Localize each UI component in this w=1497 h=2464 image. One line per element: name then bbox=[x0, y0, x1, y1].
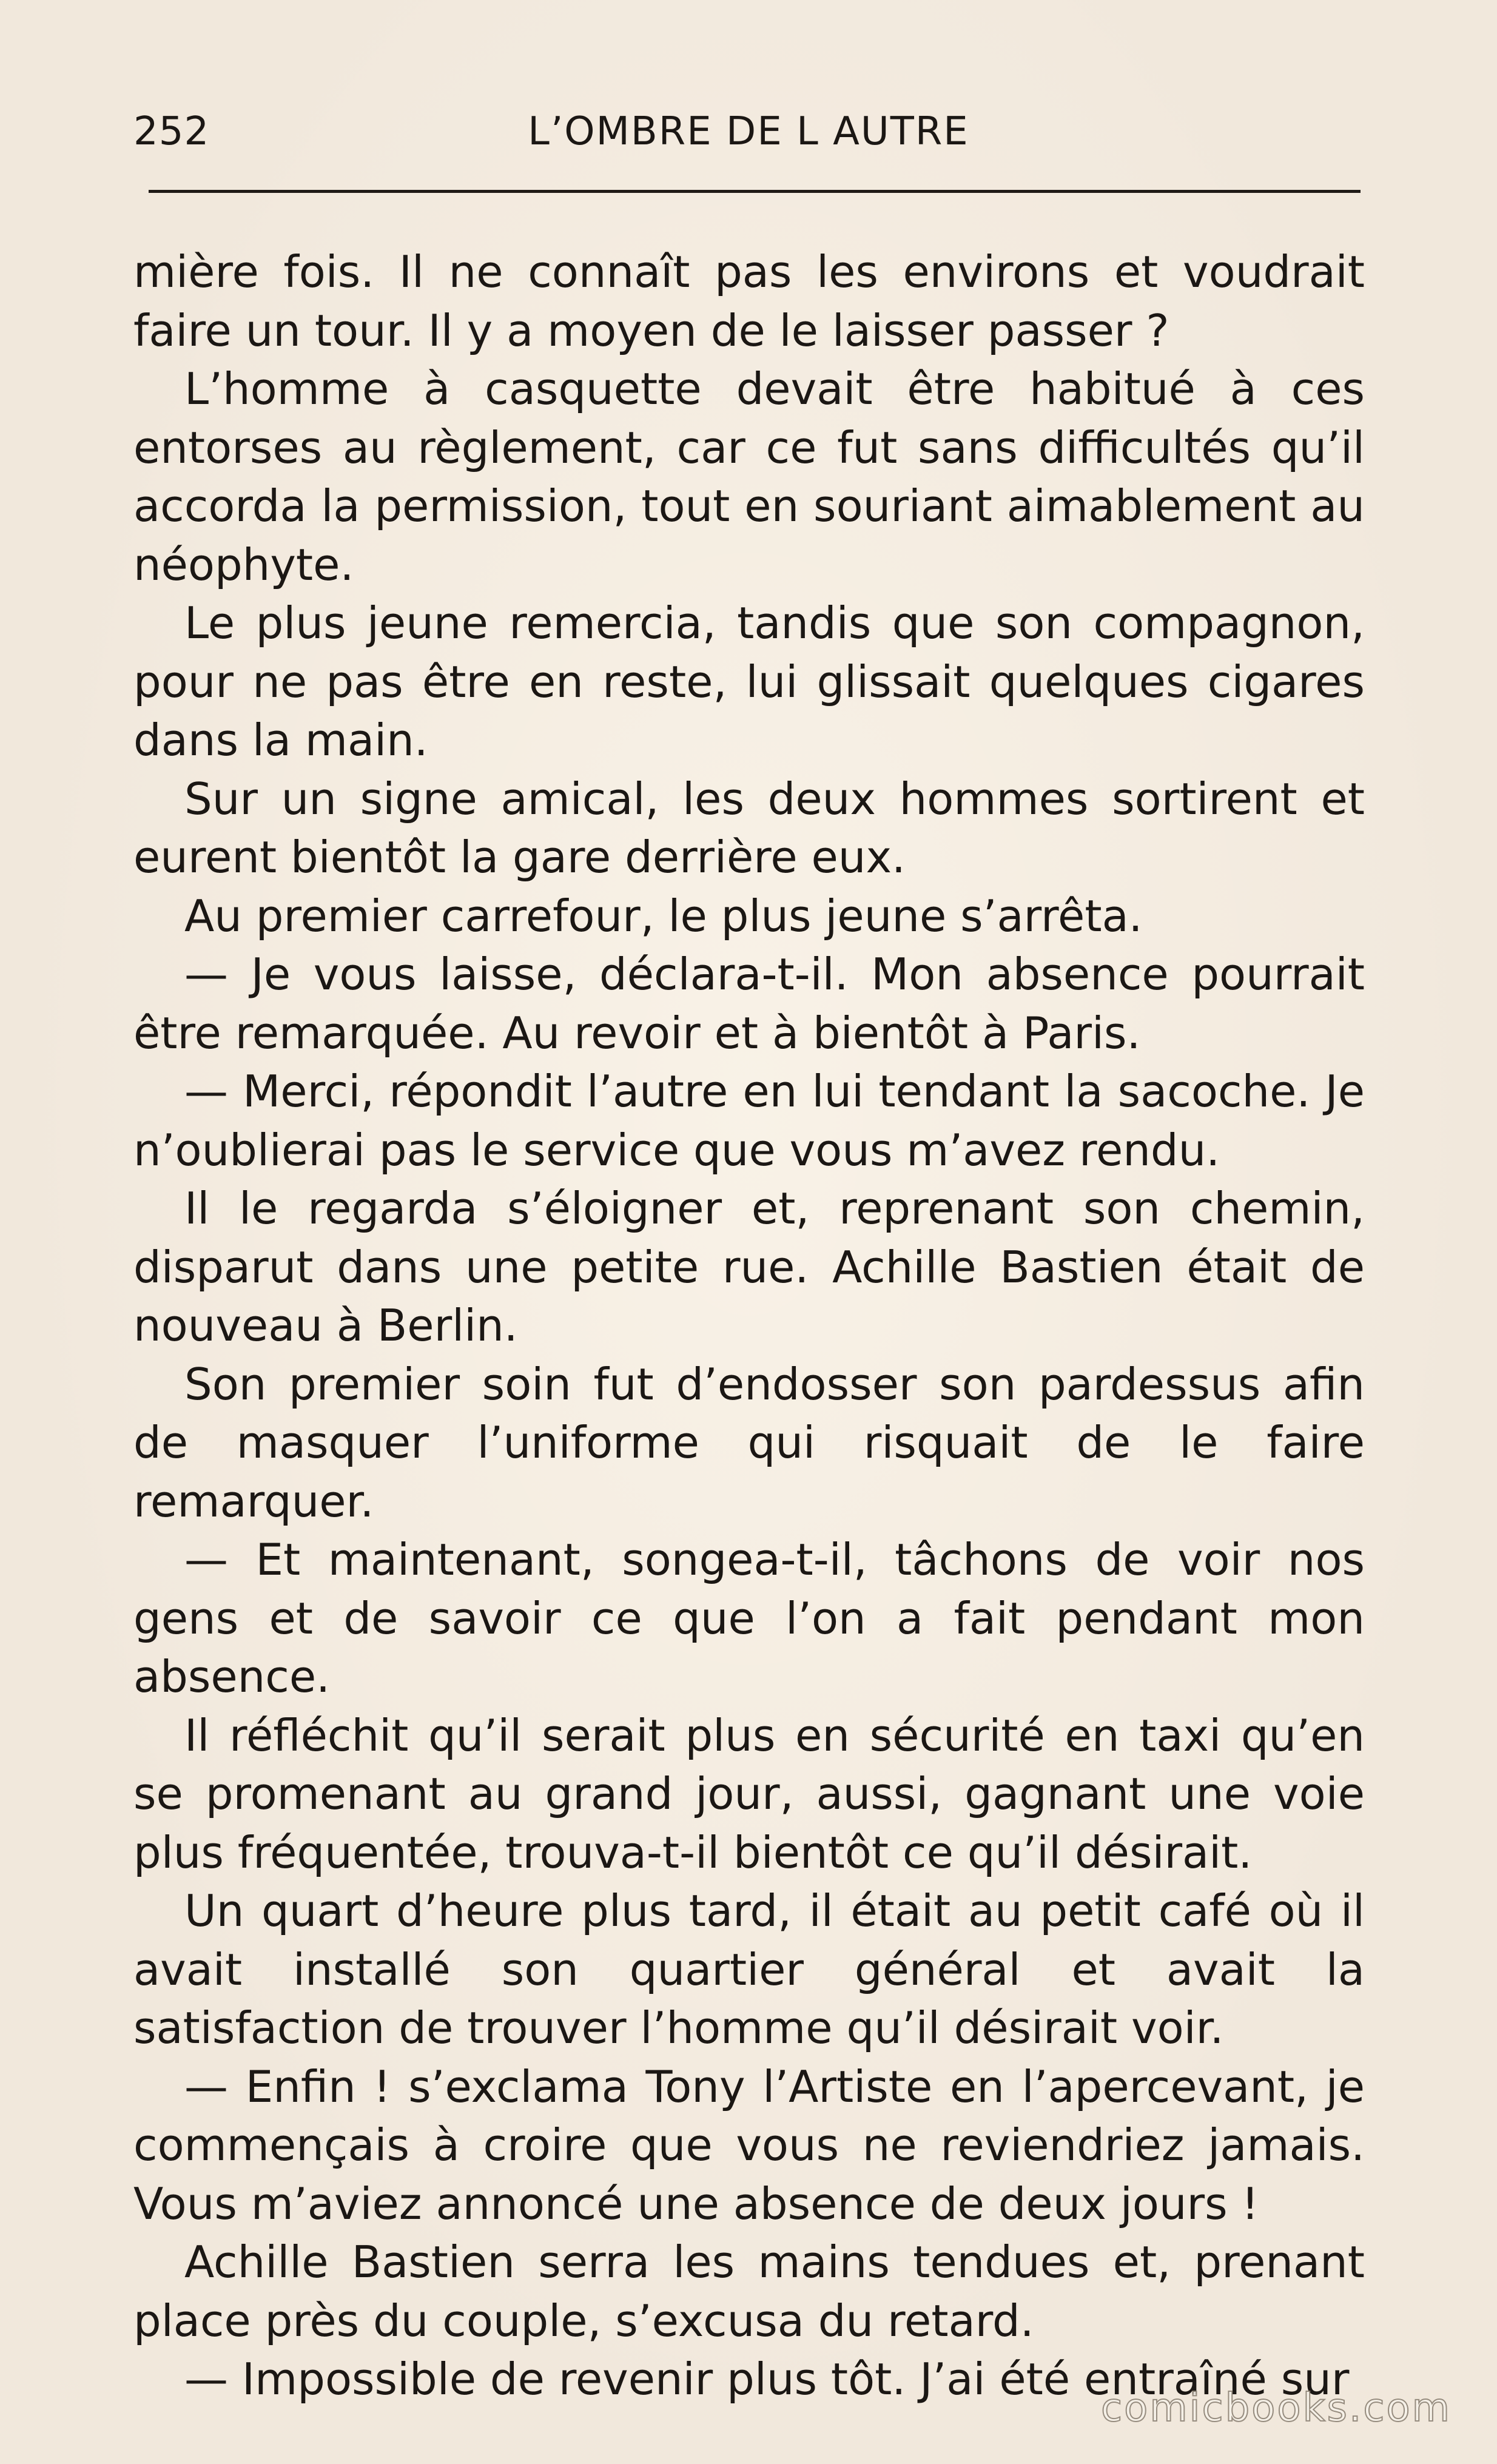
paragraph: L’homme à casquette devait être habitué à ces entorses au règlement, car ce fut sans difficultés qu’il accorda la permission, tout en souriant aimablement au néophyte. bbox=[133, 363, 1365, 590]
running-title: L’OMBRE DE L AUTRE bbox=[528, 109, 969, 154]
paragraph: mière fois. Il ne connaît pas les environs et voudrait faire un tour. Il y a moyen de le laisser passer ? bbox=[133, 246, 1365, 356]
paragraph: — Impossible de revenir plus tôt. J’ai été entraîné sur bbox=[184, 2354, 1350, 2405]
paragraph: Son premier soin fut d’endosser son pardessus afin de masquer l’uniforme qui risquait de le faire remarquer. bbox=[133, 1358, 1365, 1527]
paragraph: — Enfin ! s’exclama Tony l’Artiste en l’apercevant, je commençais à croire que vous ne reviendriez jamais. Vous m’aviez annoncé une absence de deux jours ! bbox=[133, 2061, 1365, 2229]
page-number: 252 bbox=[133, 109, 210, 154]
paragraph: Le plus jeune remercia, tandis que son compagnon, pour ne pas être en reste, lui glissait quelques cigares dans la main. bbox=[133, 597, 1365, 766]
watermark: comicbooks.com bbox=[1100, 2386, 1452, 2431]
paragraph: Il réfléchit qu’il serait plus en sécurité en taxi qu’en se promenant au grand jour, aussi, gagnant une voie plus fréquentée, trouva-t-il bientôt ce qu’il désirait. bbox=[133, 1709, 1365, 1878]
paragraph: Un quart d’heure plus tard, il était au petit café où il avait installé son quartier général et avait la satisfaction de trouver l’homme qu’il désirait voir. bbox=[133, 1885, 1365, 2053]
page-header bbox=[133, 103, 1364, 176]
paragraph: Au premier carrefour, le plus jeune s’arrêta. bbox=[184, 890, 1143, 941]
paragraph: — Merci, répondit l’autre en lui tendant la sacoche. Je n’oublierai pas le service que vous m’avez rendu. bbox=[133, 1066, 1365, 1176]
paragraph: — Et maintenant, songea-t-il, tâchons de voir nos gens et de savoir ce que l’on a fait pendant mon absence. bbox=[133, 1534, 1365, 1702]
body-text bbox=[133, 243, 1365, 2409]
paragraph: Achille Bastien serra les mains tendues et, prenant place près du couple, s’excusa du retard. bbox=[133, 2237, 1365, 2346]
header-rule bbox=[149, 190, 1361, 193]
paragraph: Il le regarda s’éloigner et, reprenant son chemin, disparut dans une petite rue. Achille Bastien était de nouveau à Berlin. bbox=[133, 1183, 1365, 1351]
paragraph: Sur un signe amical, les deux hommes sortirent et eurent bientôt la gare derrière eux. bbox=[133, 773, 1365, 883]
paragraph: — Je vous laisse, déclara-t-il. Mon absence pourrait être remarquée. Au revoir et à bientôt à Paris. bbox=[133, 949, 1365, 1059]
